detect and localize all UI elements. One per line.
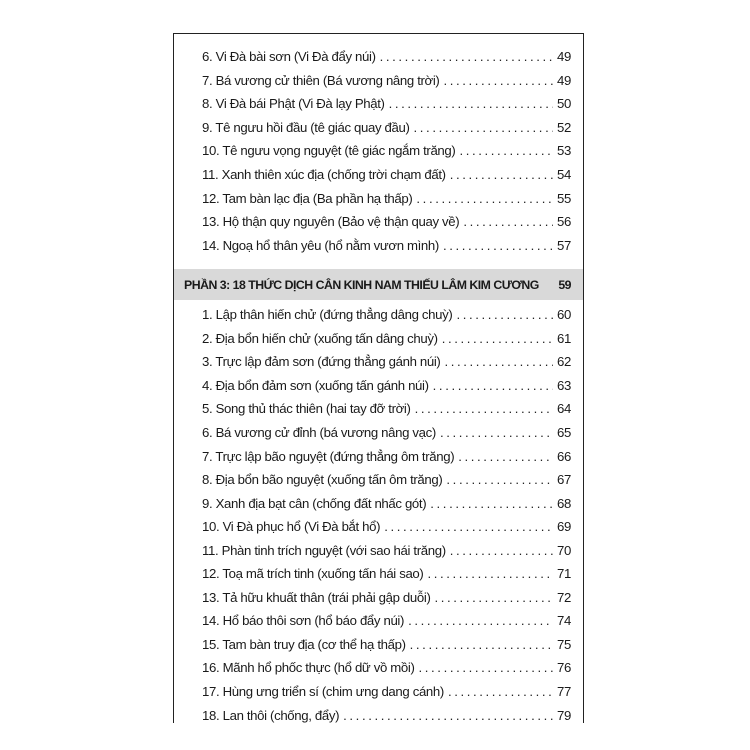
dot-leader — [446, 472, 553, 487]
toc-entry — [202, 233, 571, 257]
dot-leader — [416, 191, 553, 206]
entry-page: 64 — [557, 401, 571, 417]
dot-leader — [433, 378, 553, 393]
entry-title: 16. Mãnh hổ phốc thực (hổ dữ vồ mồi) — [202, 660, 415, 676]
entry-page: 79 — [557, 707, 571, 723]
entry-page: 75 — [557, 636, 571, 652]
toc-entry — [202, 374, 571, 398]
entry-page: 55 — [557, 190, 571, 206]
toc-entry — [202, 491, 571, 515]
entry-title: 10. Tê ngưu vọng nguyệt (tê giác ngắm trăng) — [202, 143, 456, 159]
entry-page: 49 — [557, 72, 571, 88]
toc-entry — [202, 92, 571, 116]
entry-page: 70 — [557, 542, 571, 558]
entry-title: 1. Lập thân hiến chử (đứng thẳng dâng chuỳ) — [202, 307, 453, 323]
toc-entry — [202, 562, 571, 586]
dot-leader — [456, 307, 553, 322]
entry-page: 74 — [557, 613, 571, 629]
dot-leader — [450, 543, 553, 558]
entry-page: 63 — [557, 377, 571, 393]
dot-leader — [408, 613, 553, 628]
entry-title: 2. Địa bổn hiến chử (xuống tấn dâng chuỳ) — [202, 330, 438, 346]
toc-entry — [202, 468, 571, 492]
dot-leader — [415, 401, 553, 416]
entry-title: 4. Địa bổn đảm sơn (xuống tấn gánh núi) — [202, 377, 429, 393]
toc-entry — [202, 680, 571, 704]
entry-title: 6. Bá vương cử đỉnh (bá vương nâng vạc) — [202, 425, 436, 440]
dot-leader — [448, 684, 553, 699]
toc-entry — [202, 210, 571, 234]
toc-entry — [202, 703, 571, 727]
toc-entry — [202, 609, 571, 633]
entry-page: 72 — [557, 589, 571, 605]
dot-leader — [450, 167, 553, 182]
entry-title: 13. Tả hữu khuất thân (trái phải gập duỗi) — [202, 589, 431, 605]
entry-page: 54 — [557, 167, 571, 182]
toc-list-part2 — [202, 45, 571, 257]
entry-title: 7. Bá vương cử thiên (Bá vương nâng trời) — [202, 72, 440, 88]
dot-leader — [444, 354, 553, 369]
dot-leader — [343, 708, 553, 723]
entry-title: 11. Xanh thiên xúc địa (chống trời chạm đất) — [202, 167, 446, 182]
dot-leader — [389, 96, 553, 111]
dot-leader — [380, 49, 553, 64]
entry-page: 53 — [557, 143, 571, 159]
entry-title: 13. Hộ thận quy nguyên (Bảo vệ thận quay về) — [202, 214, 460, 230]
toc-entry — [202, 421, 571, 445]
dot-leader — [435, 590, 554, 605]
entry-page: 62 — [557, 354, 571, 370]
dot-leader — [410, 637, 553, 652]
dot-leader — [419, 660, 554, 675]
entry-title: 14. Ngoạ hổ thân yêu (hổ nằm vươn mình) — [202, 237, 439, 253]
dot-leader — [442, 331, 553, 346]
part3-heading — [174, 269, 583, 300]
entry-title: 15. Tam bàn truy địa (cơ thể hạ thấp) — [202, 636, 406, 652]
toc-entry — [202, 163, 571, 187]
toc-frame — [173, 33, 584, 723]
toc-entry — [202, 515, 571, 539]
entry-title: 5. Song thủ thác thiên (hai tay đỡ trời) — [202, 401, 411, 417]
entry-page: 60 — [557, 307, 571, 323]
entry-page: 76 — [557, 660, 571, 676]
entry-title: 6. Vi Đà bài sơn (Vi Đà đẩy núi) — [202, 49, 376, 65]
dot-leader — [427, 566, 553, 581]
entry-title: 11. Phàn tinh trích nguyệt (với sao hái trăng) — [202, 542, 446, 558]
entry-page: 61 — [557, 330, 571, 346]
entry-title: 14. Hổ báo thôi sơn (hổ báo đẩy núi) — [202, 613, 405, 629]
dot-leader — [443, 73, 553, 88]
entry-page: 69 — [557, 519, 571, 535]
part3-title: PHẦN 3: 18 THỨC DỊCH CÂN KINH NAM THIẾU LÂM KIM CƯƠNG — [184, 277, 539, 292]
dot-leader — [430, 496, 553, 511]
dot-leader — [443, 238, 553, 253]
dot-leader — [458, 449, 553, 464]
entry-page: 57 — [557, 237, 571, 253]
entry-title: 3. Trực lập đảm sơn (đứng thẳng gánh núi) — [202, 354, 441, 370]
toc-entry — [202, 656, 571, 680]
entry-title: 12. Toạ mã trích tinh (xuống tấn hái sao) — [202, 566, 424, 582]
entry-title: 8. Địa bổn bão nguyệt (xuống tấn ôm trăng) — [202, 472, 443, 488]
toc-entry — [202, 303, 571, 327]
toc-entry — [202, 186, 571, 210]
entry-page: 68 — [557, 495, 571, 511]
entry-page: 50 — [557, 96, 571, 112]
entry-page: 52 — [557, 119, 571, 135]
toc-entry — [202, 69, 571, 93]
dot-leader — [384, 519, 553, 534]
toc-entry — [202, 327, 571, 351]
entry-page: 66 — [557, 448, 571, 464]
entry-page: 49 — [557, 49, 571, 65]
toc-entry — [202, 45, 571, 69]
entry-title: 7. Trực lập bão nguyệt (đứng thẳng ôm trăng) — [202, 448, 455, 464]
toc-list-part3 — [202, 303, 571, 727]
entry-title: 18. Lan thôi (chống, đẩy) — [202, 707, 340, 723]
entry-page: 67 — [557, 472, 571, 488]
toc-entry — [202, 633, 571, 657]
entry-title: 8. Vi Đà bái Phật (Vi Đà lạy Phật) — [202, 96, 385, 112]
dot-leader — [414, 120, 554, 135]
toc-entry — [202, 116, 571, 140]
toc-entry — [202, 139, 571, 163]
entry-page: 56 — [557, 214, 571, 230]
dot-leader — [463, 214, 553, 229]
entry-title: 17. Hùng ưng triển sí (chim ưng dang cánh) — [202, 684, 444, 700]
entry-page: 65 — [557, 425, 571, 440]
toc-entry — [202, 538, 571, 562]
toc-entry — [202, 350, 571, 374]
toc-entry — [202, 586, 571, 610]
entry-page: 71 — [557, 566, 571, 582]
dot-leader — [440, 425, 553, 440]
entry-page: 77 — [557, 684, 571, 700]
toc-entry — [202, 397, 571, 421]
entry-title: 9. Xanh địa bạt cân (chống đất nhấc gót) — [202, 495, 427, 511]
entry-title: 12. Tam bàn lạc địa (Ba phần hạ thấp) — [202, 190, 413, 206]
entry-title: 10. Vi Đà phục hổ (Vi Đà bắt hổ) — [202, 519, 381, 535]
toc-entry — [202, 444, 571, 468]
entry-title: 9. Tê ngưu hồi đầu (tê giác quay đầu) — [202, 119, 410, 135]
dot-leader — [459, 143, 553, 158]
part3-page: 59 — [558, 277, 571, 292]
